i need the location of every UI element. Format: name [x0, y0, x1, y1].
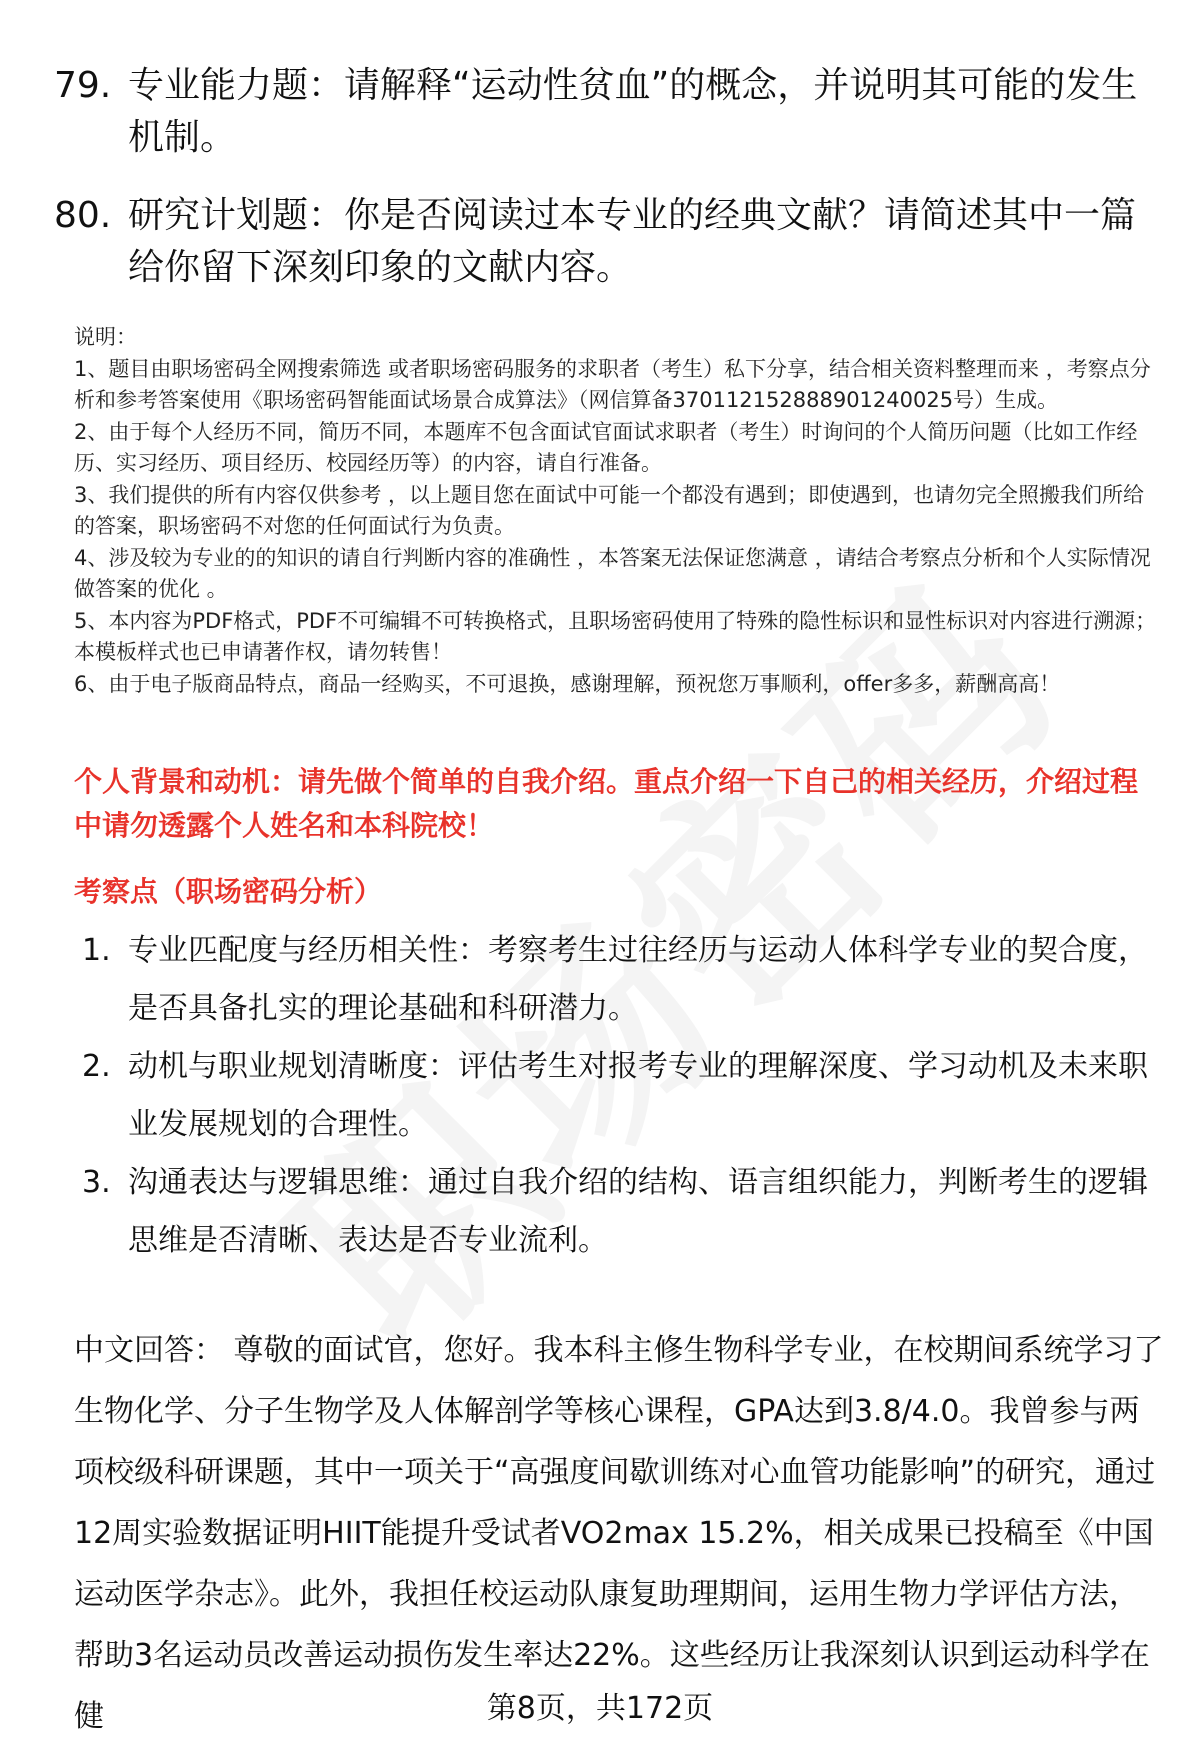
page-footer: 第8页，共172页 — [486, 1691, 714, 1726]
point-number: 2. — [82, 1049, 111, 1084]
point-number: 1. — [82, 933, 111, 968]
personal-background-question: 个人背景和动机：请先做个简单的自我介绍。重点介绍一下自己的相关经历，介绍过程中请勿透露个人姓名和本科院校！ — [74, 765, 1139, 842]
question-text: 研究计划题：你是否阅读过本专业的经典文献？请简述其中一篇给你留下深刻印象的文献内容。 — [128, 195, 1137, 288]
analysis-points — [82, 922, 1162, 1270]
note-item: 1、题目由职场密码全网搜索筛选 或者职场密码服务的求职者（考生）私下分享，结合相关资料整理而来 ，考察点分析和参考答案使用《职场密码智能面试场景合成算法》（网信算备370112152888901240025号）生成。 — [74, 356, 1151, 412]
note-item: 6、由于电子版商品特点，商品一经购买，不可退换，感谢理解，预祝您万事顺利，offer多多，薪酬高高！ — [74, 671, 1061, 696]
point-text: 沟通表达与逻辑思维：通过自我介绍的结构、语言组织能力，判断考生的逻辑思维是否清晰、表达是否专业流利。 — [128, 1165, 1148, 1258]
analysis-point — [82, 1154, 1162, 1270]
question-text: 专业能力题：请解释“运动性贫血”的概念，并说明其可能的发生机制。 — [128, 65, 1138, 158]
question-80 — [54, 190, 1154, 294]
note-item: 2、由于每个人经历不同，简历不同，本题库不包含面试官面试求职者（考生）时询问的个人简历问题（比如工作经历、实习经历、项目经历、校园经历等）的内容，请自行准备。 — [74, 419, 1138, 475]
question-number: 79. — [54, 65, 112, 106]
notes-heading: 说明： — [74, 325, 137, 349]
answer-text: 尊敬的面试官，您好。我本科主修生物科学专业，在校期间系统学习了生物化学、分子生物学及人体解剖学等核心课程，GPA达到3.8/4.0。我曾参与两项校级科研课题，其中一项关于“高强度间歇训练对心血管功能影响”的研究，通过12周实验数据证明HIIT能提升受试者VO2max 15.2%，相关成果已投稿至《中国运动医学杂志》。此外，我担任校运动队康复助理期间，运用生物力学评估方法，帮助3名运动员改善运动损伤发生率达22%。这些经历让我深刻认识到运动科学在健 — [74, 1333, 1164, 1734]
analysis-point — [82, 1038, 1162, 1154]
notes-section — [74, 322, 1164, 700]
note-item: 5、本内容为PDF格式，PDF不可编辑不可转换格式，且职场密码使用了特殊的隐性标识和显性标识对内容进行溯源；本模板样式也已申请著作权，请勿转售！ — [74, 608, 1157, 664]
answer-paragraph — [74, 1320, 1164, 1747]
point-text: 动机与职业规划清晰度：评估考生对报考专业的理解深度、学习动机及未来职业发展规划的合理性。 — [128, 1049, 1148, 1142]
note-item: 4、涉及较为专业的的知识的请自行判断内容的准确性 ，本答案无法保证您满意 ，请结合考察点分析和个人实际情况做答案的优化 。 — [74, 545, 1151, 601]
question-79 — [54, 60, 1154, 164]
analysis-point — [82, 922, 1162, 1038]
question-number: 80. — [54, 195, 112, 236]
point-text: 专业匹配度与经历相关性：考察考生过往经历与运动人体科学专业的契合度，是否具备扎实的理论基础和科研潜力。 — [128, 933, 1148, 1026]
analysis-heading: 考察点（职场密码分析） — [74, 875, 383, 908]
answer-label: 中文回答： — [74, 1333, 224, 1368]
note-item: 3、我们提供的所有内容仅供参考 ，以上题目您在面试中可能一个都没有遇到；即使遇到，也请勿完全照搬我们所给的答案，职场密码不对您的任何面试行为负责。 — [74, 482, 1145, 538]
point-number: 3. — [82, 1165, 111, 1200]
